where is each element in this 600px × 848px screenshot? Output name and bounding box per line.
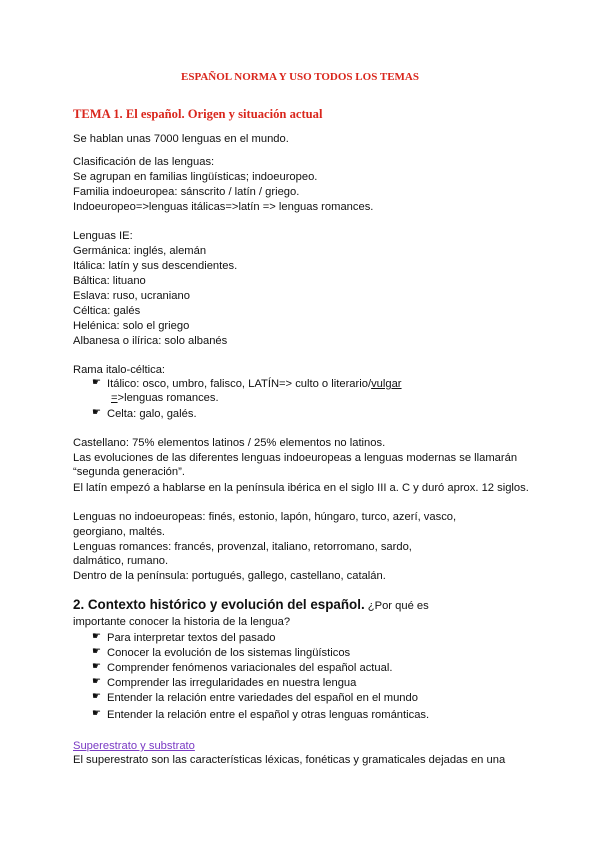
section2-bullet: Entender la relación entre el español y otras lenguas románticas. [107,709,430,721]
section2-heading-line [73,598,429,613]
clasificacion-line: Familia indoeuropea: sánscrito / latín / griego. [73,186,300,198]
document-title: ESPAÑOL NORMA Y USO TODOS LOS TEMAS [181,71,419,83]
rama-italico-text: Itálico: osco, umbro, falisco, LATÍN=> culto o literario/ [107,378,372,390]
castellano-line: Las evoluciones de las diferentes lenguas indoeuropeas a lenguas modernas se llamarán [73,452,518,464]
castellano-line: El latín empezó a hablarse en la península ibérica en el siglo III a. C y duró aprox. 12 siglos. [73,482,529,494]
castellano-line: Castellano: 75% elementos latinos / 25% elementos no latinos. [73,437,386,449]
pointing-hand-icon: ☛ [92,377,101,388]
section2-question-cont: importante conocer la historia de la lengua? [73,616,291,628]
section2-bullet: Conocer la evolución de los sistemas lingüísticos [107,647,351,659]
lenguas-ie-line: Eslava: ruso, ucraniano [73,290,190,302]
no-ie-line: Lenguas no indoeuropeas: finés, estonio, lapón, húngaro, turco, azerí, vasco, [73,511,457,523]
no-ie-line: georgiano, maltés. [73,526,166,538]
clasificacion-line: Se agrupan en familias lingüísticas; indoeuropeo. [73,171,318,183]
rama-heading: Rama italo-céltica: [73,364,166,376]
lenguas-ie-line: Germánica: inglés, alemán [73,245,207,257]
superestrato-paragraph: El superestrato son las características léxicas, fonéticas y gramaticales dejadas en una [73,754,506,766]
rama-italico-cont [111,391,219,405]
rama-italico-arrow: = [111,392,118,404]
pointing-hand-icon: ☛ [92,661,101,672]
no-ie-line: Dentro de la península: portugués, gallego, castellano, catalán. [73,570,386,582]
rama-italico [107,377,402,391]
lenguas-ie-line: Itálica: latín y sus descendientes. [73,260,238,272]
pointing-hand-icon: ☛ [92,407,101,418]
pointing-hand-icon: ☛ [92,708,101,719]
pointing-hand-icon: ☛ [92,646,101,657]
clasificacion-line: Indoeuropeo=>lenguas itálicas=>latín => lenguas romances. [73,201,374,213]
castellano-line: “segunda generación”. [73,466,185,478]
section2-bullet: Comprender las irregularidades en nuestra lengua [107,677,357,689]
rama-italico-cont-text: >lenguas romances. [117,392,219,404]
no-ie-line: Lenguas romances: francés, provenzal, italiano, retorromano, sardo, [73,541,412,553]
section2-bullet: Entender la relación entre variedades del español en el mundo [107,692,418,704]
superestrato-link[interactable]: Superestrato y substrato [73,740,195,752]
pointing-hand-icon: ☛ [92,676,101,687]
lenguas-ie-line: Báltica: lituano [73,275,146,287]
pointing-hand-icon: ☛ [92,691,101,702]
section2-bullet: Para interpretar textos del pasado [107,632,276,644]
rama-italico-vulgar: vulgar [371,378,402,390]
lenguas-ie-line: Albanesa o ilírica: solo albanés [73,335,228,347]
pointing-hand-icon: ☛ [92,631,101,642]
section2-heading: 2. Contexto histórico y evolución del español. [73,597,365,612]
no-ie-line: dalmático, rumano. [73,555,169,567]
lenguas-ie-line: Lenguas IE: [73,230,133,242]
section2-question: ¿Por qué es [364,600,429,612]
paragraph-lenguas-mundo: Se hablan unas 7000 lenguas en el mundo. [73,133,289,145]
section2-bullet: Comprender fenómenos variacionales del español actual. [107,662,393,674]
tema1-heading: TEMA 1. El español. Origen y situación actual [73,107,323,121]
lenguas-ie-line: Helénica: solo el griego [73,320,190,332]
clasificacion-line: Clasificación de las lenguas: [73,156,215,168]
rama-celta: Celta: galo, galés. [107,408,197,420]
lenguas-ie-line: Céltica: galés [73,305,141,317]
